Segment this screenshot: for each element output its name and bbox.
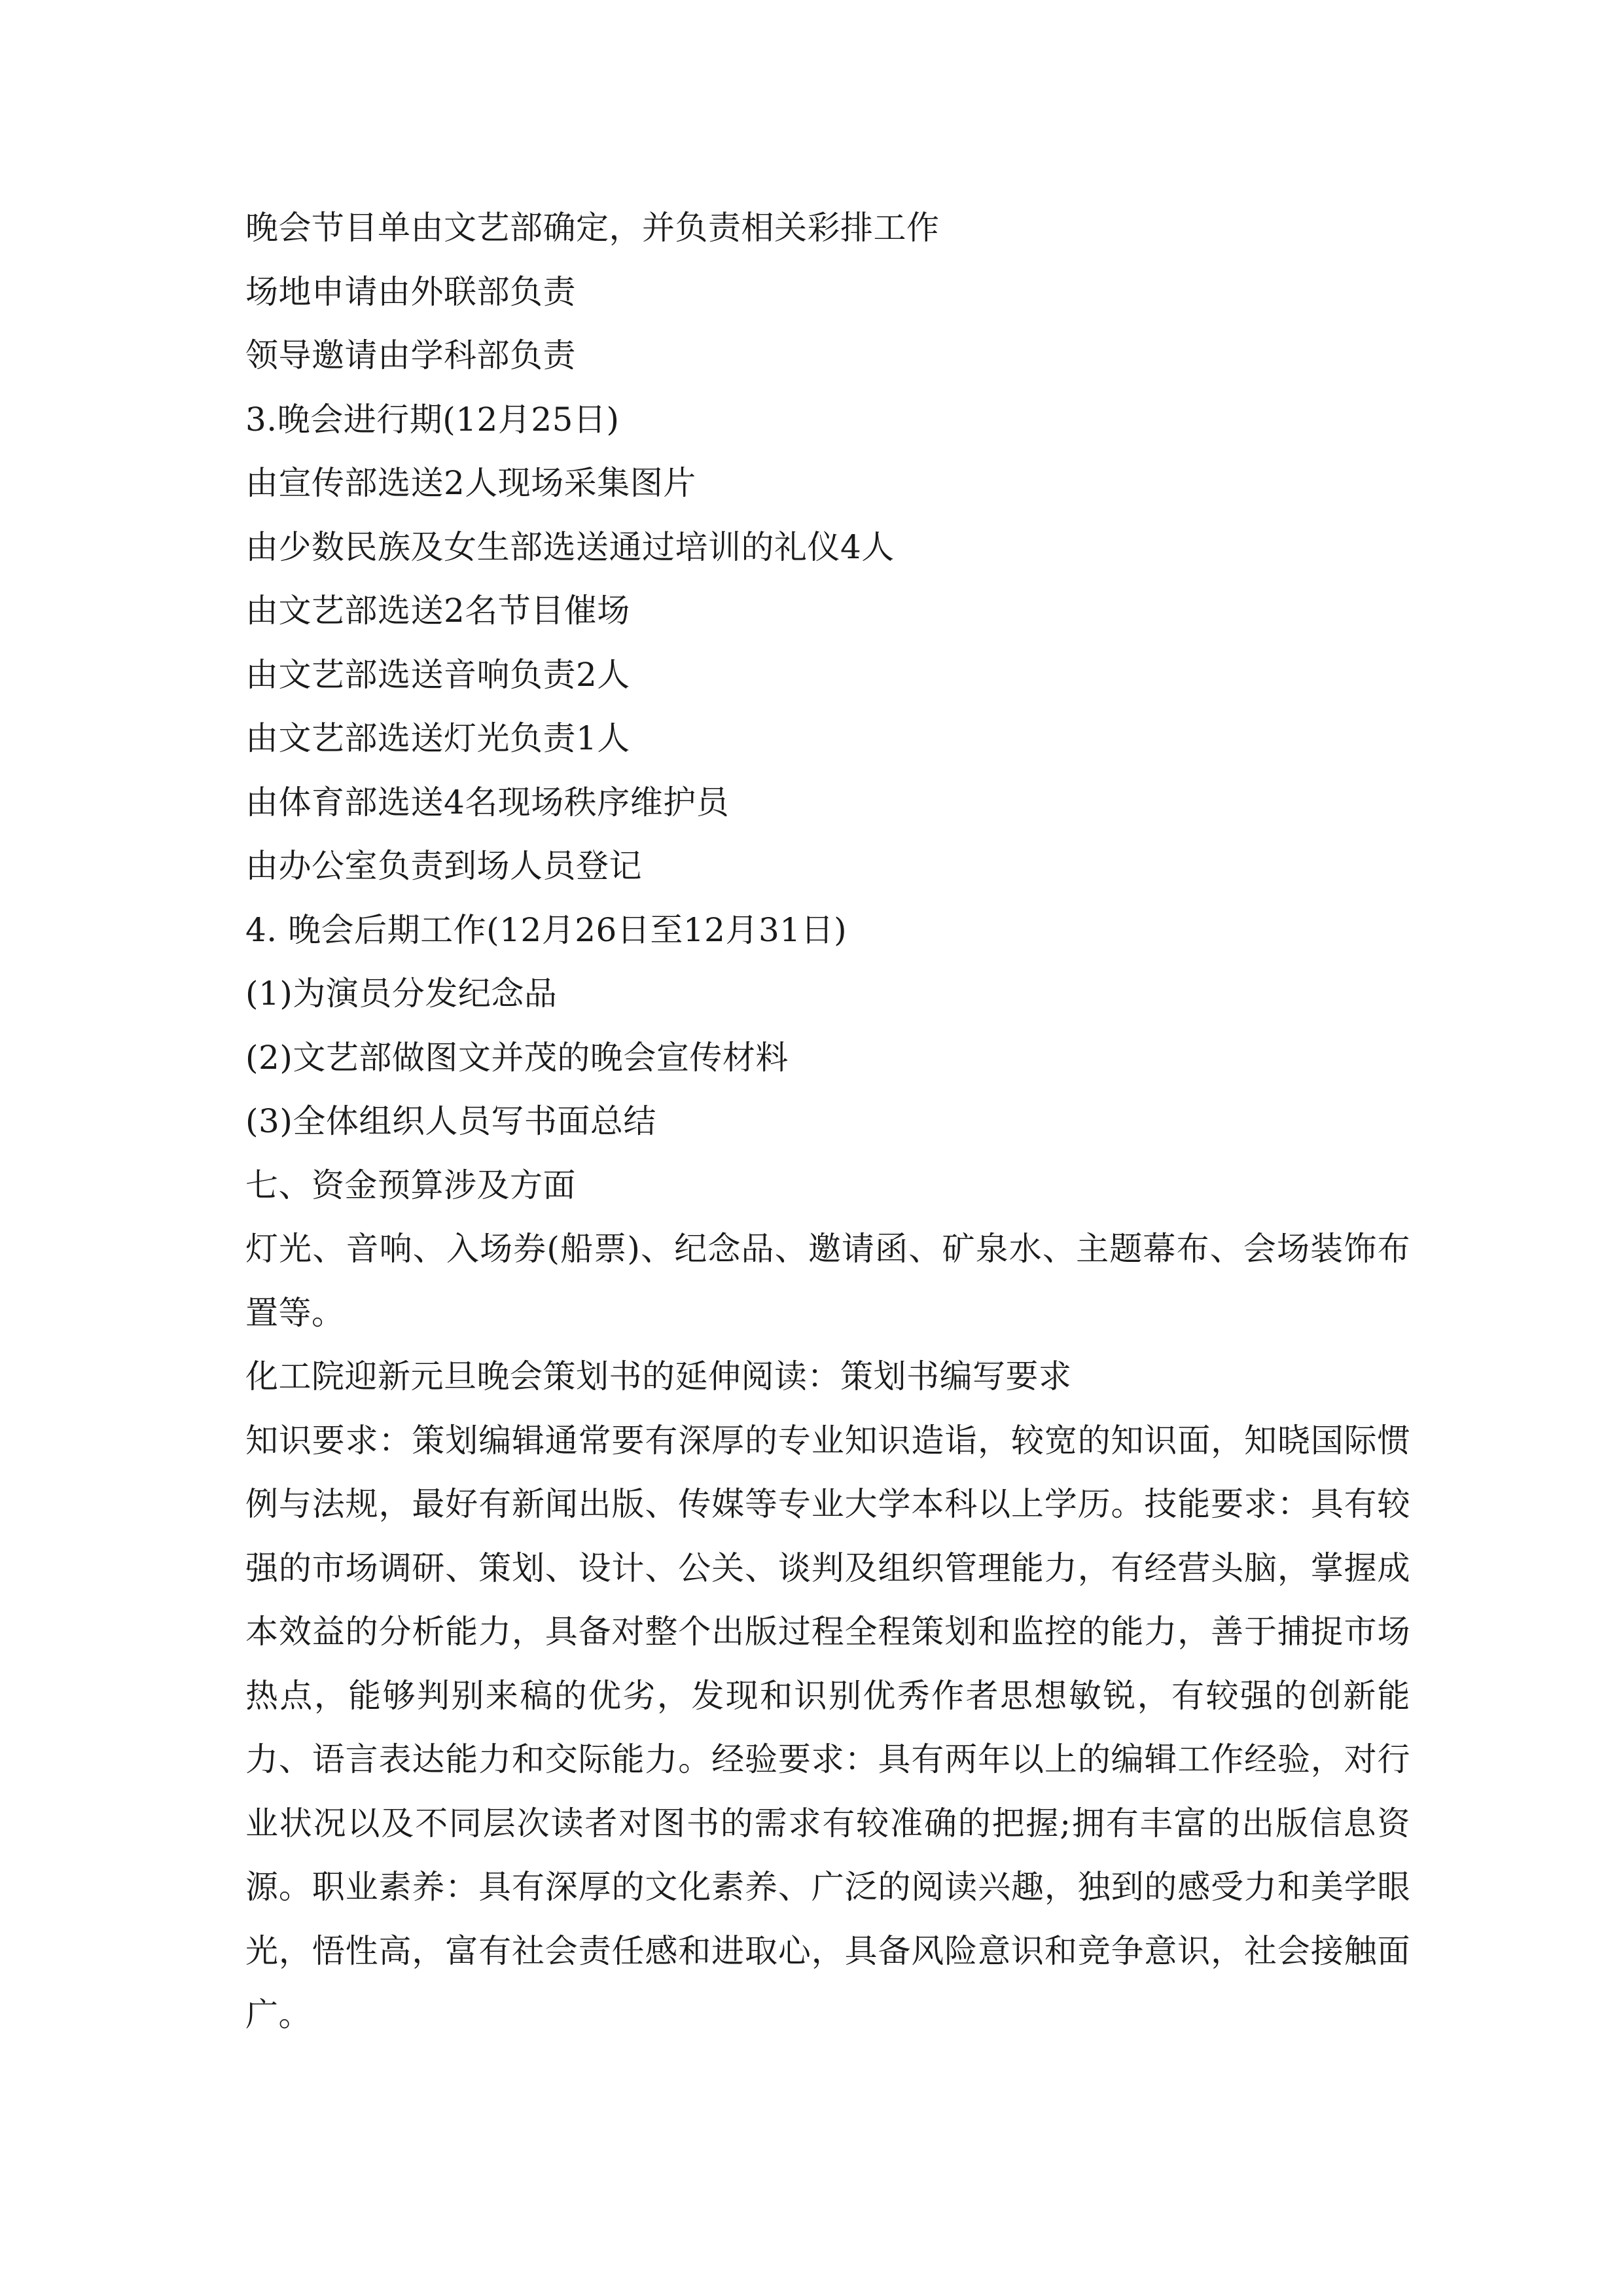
- document-body: [245, 196, 1410, 2047]
- section-heading-budget: 七、资金预算涉及方面: [245, 1166, 576, 1204]
- section-heading-during: 3.晚会进行期(12月25日): [245, 400, 620, 439]
- invitation-line: 领导邀请由学科部负责: [245, 336, 576, 374]
- post-task-line: (3)全体组织人员写书面总结: [245, 1102, 656, 1140]
- section-heading-post: 4. 晚会后期工作(12月26日至12月31日): [245, 910, 847, 949]
- task-line: 由文艺部选送音响负责2人: [245, 655, 630, 694]
- requirements-paragraph: 知识要求：策划编辑通常要有深厚的专业知识造诣，较宽的知识面，知晓国际惯例与法规，最好有新闻出版、传媒等专业大学本科以上学历。技能要求：具有较强的市场调研、策划、设计、公关、谈判及组织管理能力，有经营头脑，掌握成本效益的分析能力，具备对整个出版过程全程策划和监控的能力，善于捕捉市场热点，能够判别来稿的优劣，发现和识别优秀作者思想敏锐，有较强的创新能力、语言表达能力和交际能力。经验要求：具有两年以上的编辑工作经验，对行业状况以及不同层次读者对图书的需求有较准确的把握;拥有丰富的出版信息资源。职业素养：具有深厚的文化素养、广泛的阅读兴趣，独到的感受力和美学眼光，悟性高，富有社会责任感和进取心，具备风险意识和竞争意识，社会接触面广。: [245, 1421, 1410, 2034]
- task-line: 由文艺部选送灯光负责1人: [245, 719, 630, 757]
- post-task-line: (1)为演员分发纪念品: [245, 975, 558, 1013]
- task-line: 由办公室负责到场人员登记: [245, 847, 642, 885]
- program-list-line: 晚会节目单由文艺部确定，并负责相关彩排工作: [245, 209, 940, 247]
- budget-items-paragraph: 灯光、音响、入场券(船票)、纪念品、邀请函、矿泉水、主题幕布、会场装饰布置等。: [245, 1230, 1410, 1332]
- task-line: 由文艺部选送2名节目催场: [245, 592, 630, 630]
- task-line: 由宣传部选送2人现场采集图片: [245, 464, 696, 502]
- task-line: 由体育部选送4名现场秩序维护员: [245, 783, 730, 821]
- extended-reading-heading: 化工院迎新元旦晚会策划书的延伸阅读：策划书编写要求: [245, 1357, 1072, 1395]
- task-line: 由少数民族及女生部选送通过培训的礼仪4人: [245, 528, 895, 566]
- venue-line: 场地申请由外联部负责: [245, 272, 576, 311]
- post-task-line: (2)文艺部做图文并茂的晚会宣传材料: [245, 1038, 789, 1077]
